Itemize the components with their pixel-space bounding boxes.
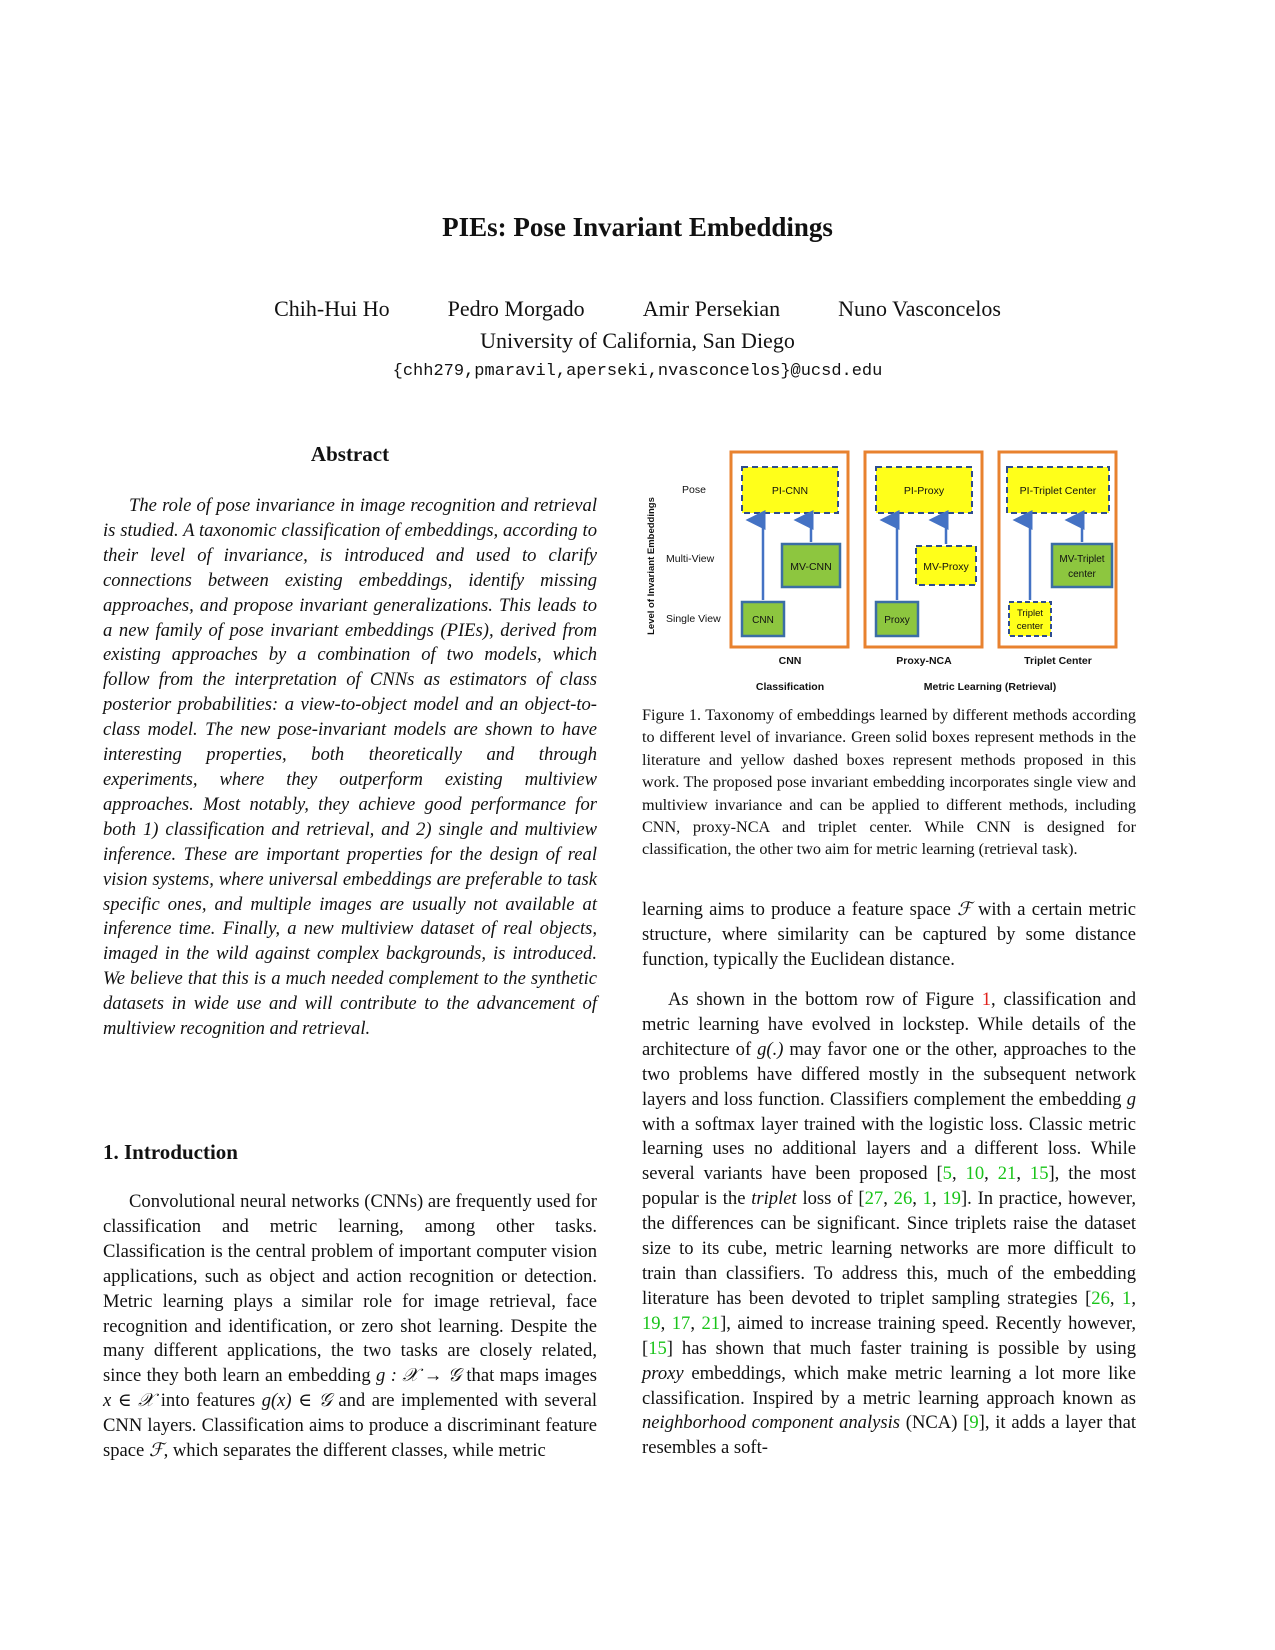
intro-paragraph: Convolutional neural networks (CNNs) are frequently used for classification and metric learning, among other tasks. Classification is the central problem of important computer vision applications, such as object and action recognition or detection. Metric learning plays a similar role for image retrieval, face recognition and identification, or zero shot learning. Despite the many different applications, the two tasks are closely related, since they both learn an embedding g : 𝒳 → 𝒢 that maps images x ∈ 𝒳 into features g(x) ∈ 𝒢 and are implemented with several CNN layers. Classification aims to produce a discriminant feature space ℱ, which separates the different classes, while metric [103,1191,597,1462]
group-label-metric: Metric Learning (Retrieval) [923,681,1057,693]
citation-link[interactable]: 19 [942,1188,961,1210]
y-axis-label: Level of Invariant Embeddings [646,497,657,635]
citation-link[interactable]: 19 [642,1312,661,1334]
citation-link[interactable]: 26 [893,1188,913,1210]
group-label-classification: Classification [755,681,825,693]
column-label-triplet: Triplet Center [1024,655,1092,667]
svg-text:PI-CNN: PI-CNN [771,485,809,497]
svg-text:PI-Triplet Center: PI-Triplet Center [1019,485,1097,497]
citation-link[interactable]: 9 [969,1412,979,1434]
svg-text:CNN: CNN [752,615,774,626]
svg-text:MV-Proxy: MV-Proxy [923,561,969,573]
body-paragraph: learning aims to produce a feature space ℱ with a certain metric structure, where similarity can be captured by some distance function, typically the Euclidean distance. [642,899,1136,970]
svg-text:center: center [1016,621,1044,632]
author-name: Chih-Hui Ho [274,296,390,321]
column-label-proxy: Proxy-NCA [896,655,952,667]
svg-text:Proxy: Proxy [884,615,910,626]
author-list [0,296,1275,322]
body-paragraph: As shown in the bottom row of Figure 1, classification and metric learning have evolved in lockstep. While details of the architecture of g(.) may favor one or the other, approaches to the two problems have differed mostly in the subsequent network layers and loss function. Classifiers complement the embedding g with a softmax layer trained with the logistic loss. Classic metric learning uses no additional layers and a different loss. While several variants have been proposed [5, 10, 21, 15], the most popular is the triplet loss of [27, 26, 1, 19]. In practice, however, the differences can be significant. Since triplets raise the dataset size to its cube, metric learning networks are more difficult to train than classifiers. To address this, much of the embedding literature has been devoted to triplet sampling strategies [26, 1, 19, 17, 21], aimed to increase training speed. Recently however, [15] has shown that much faster training is possible by using proxy embeddings, which make metric learning a lot more like classification. Inspired by a metric learning approach known as neighborhood component analysis (NCA) [9], it adds a layer that resembles a soft- [642,989,1137,1459]
citation-link[interactable]: 27 [864,1188,884,1210]
citation-link[interactable]: 15 [1029,1163,1049,1185]
column-label-cnn: CNN [778,655,802,667]
affiliation: University of California, San Diego [480,328,795,353]
author-emails: {chh279,pmaravil,aperseki,nvasconcelos}@ucsd.edu [392,362,883,381]
citation-link[interactable]: 26 [1091,1287,1110,1309]
citation-link[interactable]: 10 [965,1163,985,1185]
section-heading: 1. Introduction [103,1140,238,1164]
citation-link[interactable]: 21 [997,1163,1017,1185]
row-label-singleview: Single View [666,613,721,625]
svg-text:MV-Triplet: MV-Triplet [1059,554,1105,565]
citation-link[interactable]: 5 [942,1163,952,1185]
box-mv-triplet [1052,544,1112,587]
row-label-multiview: Multi-View [666,553,715,565]
svg-text:Triplet: Triplet [1016,608,1044,619]
author-name: Amir Persekian [642,296,781,321]
svg-text:MV-CNN: MV-CNN [790,561,832,573]
citation-link[interactable]: 1 [922,1188,932,1210]
figure-taxonomy [642,448,1136,698]
citation-link[interactable]: 17 [671,1312,691,1334]
author-name: Nuno Vasconcelos [838,296,1001,321]
abstract-heading: Abstract [310,442,390,466]
figure-caption: Figure 1. Taxonomy of embeddings learned by different methods according to different level of invariance. Green solid boxes represent methods in the literature and yellow dashed boxes represent methods proposed in this work. The proposed pose invariant embedding incorporates single view and multiview invariance and can be applied to different methods, including CNN, proxy-NCA and triplet center. While CNN is designed for classification, the other two aim for metric learning (retrieval task). [642,706,1136,859]
svg-text:center: center [1068,569,1096,580]
paper-title: PIEs: Pose Invariant Embeddings [442,212,833,242]
row-label-pose: Pose [682,484,706,496]
citation-link[interactable]: 15 [648,1337,667,1359]
author-name: Pedro Morgado [447,296,585,321]
citation-link[interactable]: 1 [1122,1287,1132,1309]
abstract-text: The role of pose invariance in image recognition and retrieval is studied. A taxonomic classification of embeddings, according to their level of invariance, is introduced and used to clarify connections between existing embeddings, identify missing approaches, and propose invariant generalizations. This leads to a new family of pose invariant embeddings (PIEs), derived from existing approaches by a combination of two models, which follow from the interpretation of CNNs as estimators of class posterior probabilities: a view-to-object model and an object-to-class model. The new pose-invariant models are shown to have interesting properties, both theoretically and through experiments, where they outperform existing multiview approaches. Most notably, they achieve good performance for both 1) classification and retrieval, and 2) single and multiview inference. These are important properties for the design of real vision systems, where universal embeddings are preferable to task specific ones, and multiple images are usually not available at inference time. Finally, a new multiview dataset of real objects, imaged in the wild against complex backgrounds, is introduced. We believe that this is a much needed complement to the synthetic datasets in wide use and will contribute to the advancement of multiview recognition and retrieval. [103,495,597,1040]
citation-link[interactable]: 21 [701,1312,721,1334]
svg-text:PI-Proxy: PI-Proxy [903,485,945,497]
figure-reference-link[interactable]: 1 [981,989,991,1010]
